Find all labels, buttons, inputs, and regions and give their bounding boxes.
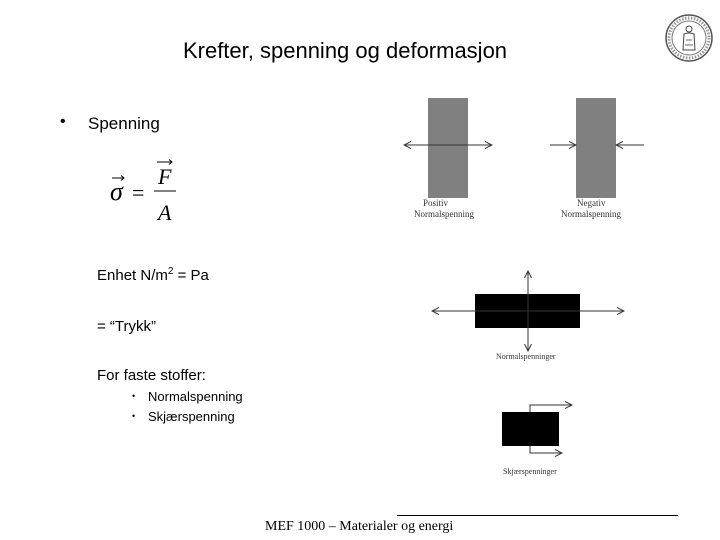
shear-bottom-arrow [530, 446, 562, 453]
unit-superscript: 2 [167, 266, 174, 277]
footer-divider [397, 515, 678, 516]
university-seal-icon [664, 10, 714, 66]
negative-stress-bar [576, 98, 616, 198]
negative-label-line1: Negativ [577, 198, 606, 208]
shear-stress-block [502, 412, 559, 446]
sub-bullet-marker: • [132, 411, 136, 421]
positive-label-line2: Normalspenning [414, 209, 474, 219]
stress-formula [108, 158, 188, 226]
positive-label-line1: Positiv [423, 198, 449, 208]
formula-sigma: σ [110, 177, 123, 206]
unit-prefix: Enhet N/m [97, 267, 168, 284]
formula-equals: = [132, 180, 145, 205]
solids-line: For faste stoffer: [97, 367, 206, 384]
bullet-marker: • [60, 113, 66, 130]
formula-numerator: F [158, 164, 172, 189]
sub-bullet-marker: • [132, 391, 136, 401]
formula-denominator: A [158, 200, 172, 225]
sub-bullet-label: Normalspenning [148, 389, 243, 404]
section-heading: Spenning [88, 114, 160, 133]
negative-label-line2: Normalspenning [561, 209, 621, 219]
sub-bullet-label: Skjærspenning [148, 409, 235, 424]
footer-text: MEF 1000 – Materialer og energi [265, 519, 454, 534]
stress-figures [390, 90, 660, 485]
shear-top-arrow [530, 405, 572, 412]
shear-label: Skjærspenninger [503, 467, 557, 476]
sub-bullet-normal [132, 389, 243, 404]
sub-bullet-shear [132, 409, 235, 424]
normal-label: Normalspenninger [496, 352, 556, 361]
unit-suffix: = Pa [173, 267, 209, 284]
slide-title: Krefter, spenning og deformasjon [182, 38, 508, 63]
positive-stress-bar [428, 98, 468, 198]
pressure-line: = “Trykk” [97, 318, 157, 335]
unit-line [97, 266, 209, 284]
